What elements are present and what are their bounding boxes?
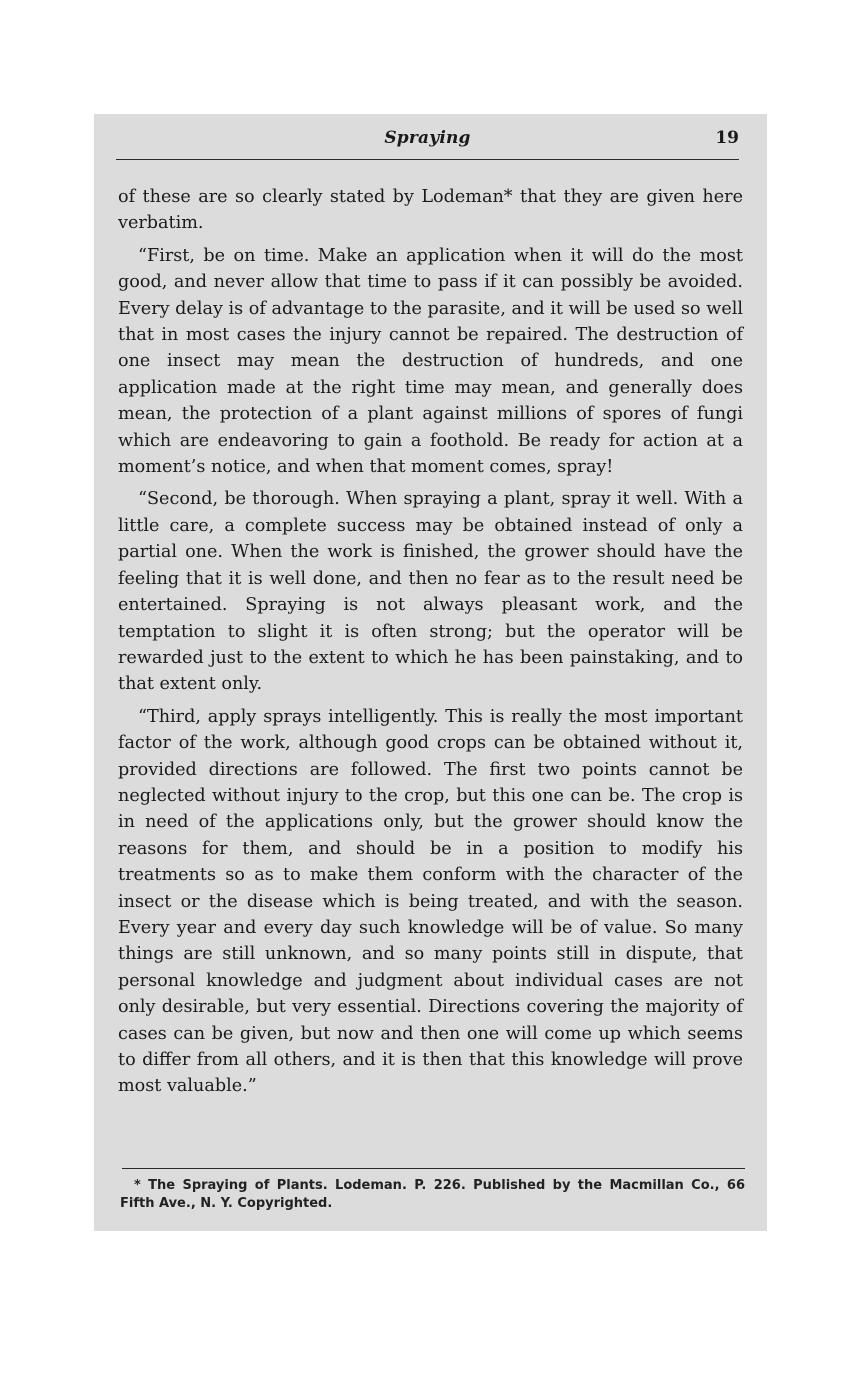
footnote-divider	[122, 1168, 745, 1169]
header-divider	[116, 159, 739, 160]
paragraph-second-rule: “Second, be thorough. When spraying a plant, spray it well. With a little care, a complete success may be obtained instead of only a partial one. When the work is finished, the grower should have the feeling that it is well done, and then no fear as to the result need be entertained. Spraying is not always pleasant work, and the temptation to slight it is often strong; but the operator will be rewarded just to the extent to which he has been painstaking, and to that extent only.	[118, 489, 743, 695]
page-number: 19	[715, 128, 739, 148]
footnote	[120, 1177, 745, 1213]
paragraph-third-rule: “Third, apply sprays intelligently. This is really the most important factor of the work, although good crops can be obtained without it, provided directions are followed. The first two points cannot be neglected without injury to the crop, but this one can be. The crop is in need of the applications only, but the grower should know the reasons for them, and should be in a position to modify his treatments so as to make them conform with the character of the insect or the disease which is being treated, and with the season. Every year and every day such knowledge will be of value. So many things are still unknown, and so many points still in dispute, that personal knowledge and judgment about individual cases are not only desirable, but very essential. Directions covering the majority of cases can be given, but now and then one will come up which seems to differ from all others, and it is then that this knowledge will prove most valuable.”	[118, 706, 743, 1097]
paragraph-continuation: of these are so clearly stated by Lodeman* that they are given here verbatim.	[118, 187, 743, 234]
book-page	[94, 114, 767, 1231]
running-head	[116, 128, 739, 152]
body-text	[118, 184, 743, 1106]
running-title: Spraying	[384, 128, 471, 148]
footnote-text: * The Spraying of Plants. Lodeman. P. 226. Published by the Macmillan Co., 66 Fifth Ave., N. Y. Copyrighted.	[120, 1178, 745, 1211]
paragraph-first-rule: “First, be on time. Make an application when it will do the most good, and never allow that time to pass if it can possibly be avoided. Every delay is of advantage to the parasite, and it will be used so well that in most cases the injury cannot be repaired. The destruction of one insect may mean the destruction of hundreds, and one application made at the right time may mean, and generally does mean, the protection of a plant against millions of spores of fungi which are endeavoring to gain a foothold. Be ready for action at a moment’s notice, and when that moment comes, spray!	[118, 245, 743, 478]
